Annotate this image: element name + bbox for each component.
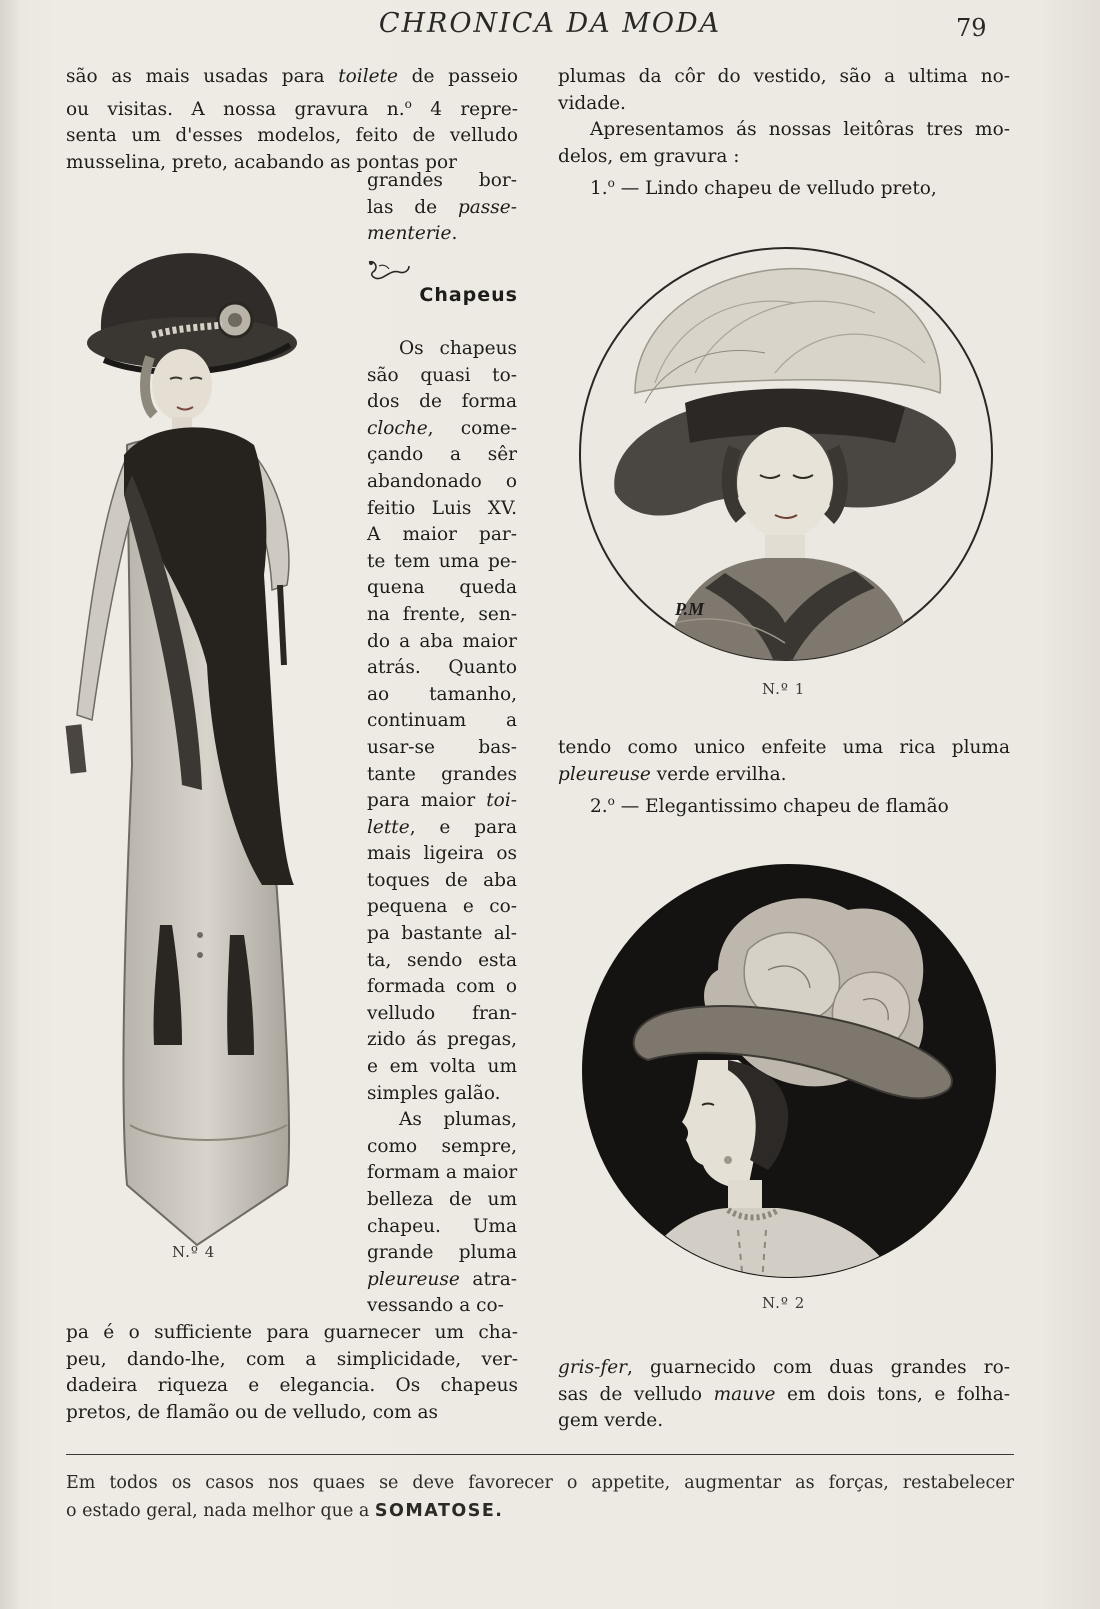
text-run: de passeio	[397, 66, 518, 87]
italic-text-run: passe-	[457, 196, 517, 218]
text-run: tante grandes	[367, 763, 517, 785]
figure-2-caption: N.º 2	[762, 1294, 806, 1312]
text-line	[558, 788, 1010, 821]
text-line	[558, 762, 1010, 789]
text-run: musselina, preto, acabando as pontas por	[66, 151, 457, 173]
text-run: vidade.	[558, 92, 626, 114]
text-line	[367, 1293, 517, 1320]
text-run: vessando a co-	[367, 1295, 504, 1317]
text-line	[558, 64, 1010, 91]
text-run: 1.	[590, 178, 608, 200]
left-column-narrow-lower-text	[367, 336, 517, 1320]
text-run: las de	[367, 196, 458, 218]
text-run: , e para	[409, 816, 517, 838]
text-line	[367, 629, 517, 656]
text-run: A maior par-	[367, 524, 517, 546]
text-line	[367, 921, 517, 948]
italic-text-run: pleureuse	[558, 763, 651, 785]
text-run: ou visitas. A nossa gravura n.	[66, 98, 405, 120]
text-run: te tem uma pe-	[367, 550, 517, 572]
text-line	[367, 815, 517, 842]
figure-1-caption: N.º 1	[762, 680, 806, 698]
text-run: sas de velludo	[558, 1383, 714, 1405]
text-run: formam a maior	[367, 1162, 518, 1184]
text-line	[66, 64, 518, 91]
text-line	[367, 1027, 517, 1054]
text-run: continuam a	[367, 710, 517, 732]
text-run: são as mais usadas para	[66, 66, 339, 87]
text-run: grande pluma	[367, 1242, 517, 1264]
superscript-text: o	[404, 96, 412, 111]
text-run: chapeu. Uma	[367, 1215, 517, 1237]
text-run: pretos, de flamão ou de velludo, com as	[66, 1401, 439, 1423]
text-line	[367, 655, 517, 682]
text-run: , guarnecido com duas grandes ro-	[627, 1357, 1010, 1378]
text-run: ao tamanho,	[367, 683, 517, 705]
superscript-text: o	[607, 176, 615, 191]
text-run: formada com o	[367, 976, 517, 998]
text-run: , come-	[427, 417, 517, 439]
italic-text-run: pleureuse	[367, 1268, 460, 1290]
right-column-bottom-text	[558, 1355, 1010, 1435]
hat-illustration-2	[578, 860, 1000, 1282]
text-run: pa bastante al-	[367, 923, 517, 945]
figure-4-caption: N.º 4	[172, 1243, 216, 1261]
text-run: — Lindo chapeu de velludo preto,	[614, 178, 937, 200]
text-run: em dois tons, e folha-	[775, 1383, 1010, 1405]
text-run: são quasi to-	[367, 364, 517, 386]
advertisement-text: o estado geral, nada melhor que a	[66, 1501, 375, 1521]
text-line	[367, 948, 517, 975]
text-line	[367, 1107, 517, 1134]
text-line	[558, 1355, 1010, 1382]
text-line	[66, 1400, 518, 1427]
advertisement-line-1: Em todos os casos nos quaes se deve favorecer o appetite, augmentar as forças, restabelecer	[66, 1473, 1014, 1493]
text-line	[558, 1382, 1010, 1409]
footer-rule	[66, 1454, 1014, 1455]
text-line	[367, 1054, 517, 1081]
advertised-brand: SOMATOSE.	[374, 1501, 504, 1521]
text-line	[367, 762, 517, 789]
text-line	[367, 575, 517, 602]
text-line	[66, 1373, 518, 1400]
text-line	[367, 894, 517, 921]
italic-text-run: toi-	[486, 790, 517, 812]
text-run: grandes bor-	[367, 170, 517, 191]
text-run: 2.	[590, 796, 608, 818]
text-run: quena queda	[367, 577, 517, 599]
text-run: gem verde.	[558, 1410, 664, 1432]
advertisement-footer	[66, 1469, 1014, 1525]
text-line	[367, 1267, 517, 1294]
italic-text-run: mauve	[713, 1383, 776, 1405]
text-line	[558, 1408, 1010, 1435]
text-run: feitio Luis XV.	[367, 497, 517, 519]
right-column-top-text	[558, 64, 1010, 203]
text-line	[367, 549, 517, 576]
text-run: zido ás pregas,	[367, 1029, 517, 1051]
text-run: do a aba maior	[367, 630, 517, 652]
fleuron-ornament	[365, 258, 413, 284]
text-run: — Elegantissimo chapeu de flamão	[614, 796, 949, 818]
text-line	[367, 469, 517, 496]
text-line	[367, 708, 517, 735]
text-line	[367, 788, 517, 815]
italic-text-run: lette	[367, 816, 410, 838]
text-line	[66, 123, 518, 150]
text-run: usar-se bas-	[367, 736, 517, 758]
text-line	[558, 170, 1010, 203]
italic-text-run: toilete	[338, 66, 398, 87]
text-run: atra-	[459, 1268, 517, 1290]
text-line	[367, 442, 517, 469]
text-line	[558, 117, 1010, 144]
text-line	[367, 221, 517, 248]
text-line	[367, 168, 517, 195]
section-heading: Chapeus	[419, 284, 518, 306]
left-column-top-text	[66, 64, 518, 177]
text-run: verde ervilha.	[650, 763, 787, 785]
text-run: na frente, sen-	[367, 603, 517, 625]
text-line	[66, 1320, 518, 1347]
text-run: peu, dando-lhe, com a simplicidade, ver-	[66, 1348, 518, 1370]
running-header-title: CHRONICA DA MODA	[378, 8, 722, 39]
text-run: e em volta um	[367, 1056, 517, 1078]
text-line	[367, 522, 517, 549]
text-run: mais ligeira os	[367, 843, 517, 865]
text-line	[367, 1081, 517, 1108]
left-column-narrow-text	[367, 168, 517, 248]
text-line	[558, 144, 1010, 171]
text-line	[367, 735, 517, 762]
text-line	[367, 336, 517, 363]
text-run: pequena e co-	[367, 896, 517, 918]
text-run: simples galão.	[367, 1082, 501, 1104]
text-line	[66, 1347, 518, 1374]
text-line	[367, 974, 517, 1001]
left-column-bottom-text	[66, 1320, 518, 1426]
text-line	[558, 735, 1010, 762]
text-run: ta, sendo esta	[367, 949, 517, 971]
text-run: 4 repre-	[411, 98, 518, 120]
text-line	[367, 602, 517, 629]
text-line	[367, 496, 517, 523]
text-run: çando a sêr	[367, 444, 517, 466]
text-line	[558, 91, 1010, 118]
text-run: para maior	[367, 790, 487, 812]
illustrator-signature: P.M	[675, 599, 705, 619]
fashion-figure-illustration	[32, 245, 322, 1270]
text-run: tendo como unico enfeite uma rica pluma	[558, 737, 1010, 758]
text-run: toques de aba	[367, 869, 517, 891]
advertisement-line-2	[66, 1497, 1014, 1525]
text-line	[367, 1187, 517, 1214]
text-line	[367, 682, 517, 709]
text-run: abandonado o	[367, 470, 517, 492]
superscript-text: o	[607, 794, 615, 809]
italic-text-run: menterie	[367, 223, 452, 245]
text-line	[367, 1160, 517, 1187]
text-line	[367, 389, 517, 416]
text-run: como sempre,	[367, 1135, 517, 1157]
text-run: As plumas,	[399, 1109, 517, 1131]
text-run: velludo fran-	[367, 1002, 517, 1024]
text-run: belleza de um	[367, 1189, 517, 1210]
text-run: dos de forma	[367, 391, 517, 413]
text-run: plumas da côr do vestido, são a ultima no-	[558, 66, 1010, 87]
text-run: Os chapeus	[399, 338, 517, 359]
italic-text-run: gris-fer	[558, 1357, 627, 1378]
right-column-mid-text	[558, 735, 1010, 821]
text-line	[367, 363, 517, 390]
text-line	[367, 1214, 517, 1241]
text-run: pa é o sufficiente para guarnecer um cha-	[66, 1322, 518, 1343]
italic-text-run: cloche	[367, 417, 428, 439]
text-line	[367, 841, 517, 868]
text-run: dadeira riqueza e elegancia. Os chapeus	[66, 1375, 518, 1397]
text-run: atrás. Quanto	[367, 657, 517, 679]
hat-illustration-1	[575, 243, 997, 665]
text-line	[367, 1240, 517, 1267]
text-line	[367, 1134, 517, 1161]
text-line	[367, 195, 517, 222]
text-run: delos, em gravura :	[558, 145, 740, 167]
text-line	[367, 1001, 517, 1028]
text-line	[66, 91, 518, 124]
text-line	[367, 416, 517, 443]
text-line	[367, 868, 517, 895]
text-run: senta um d'esses modelos, feito de velludo	[66, 125, 518, 147]
text-run: Apresentamos ás nossas leitôras tres mo-	[590, 119, 1010, 141]
page-number: 79	[956, 14, 987, 42]
text-run: .	[451, 223, 458, 245]
